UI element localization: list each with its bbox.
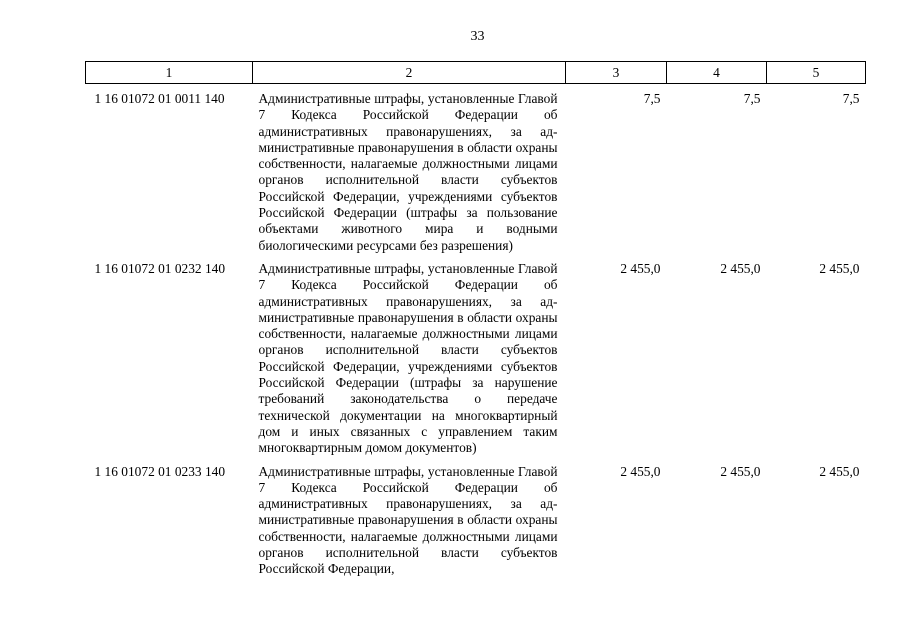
row-description: Административные штрафы, установленные Главой 7 Кодекса Российской Федерации об административных правонарушениях, за административные правонарушения в области охраны собственности, налагаемые должностными лицами органов исполнительной власти субъектов Российской Федерации, xyxy=(258,463,558,577)
row-value-5: 2 455,0 xyxy=(819,260,860,276)
header-row xyxy=(86,62,866,84)
row-value-3: 7,5 xyxy=(643,91,661,106)
row-value-5: 2 455,0 xyxy=(819,463,860,479)
row-value-3: 2 455,0 xyxy=(620,260,661,276)
row-value-4: 2 455,0 xyxy=(720,463,761,479)
page-number: 33 xyxy=(470,29,485,44)
row-code: 1 16 01072 01 0232 140 xyxy=(94,260,226,276)
header-col-1: 1 xyxy=(86,62,253,84)
row-value-3: 2 455,0 xyxy=(620,463,661,479)
header-col-3: 3 xyxy=(566,62,667,84)
table-row xyxy=(86,254,866,457)
header-col-4: 4 xyxy=(667,62,767,84)
row-value-4: 2 455,0 xyxy=(720,260,761,276)
row-description: Административные штрафы, установленные Главой 7 Кодекса Российской Федерации об административных правонарушениях, за административные правонарушения в области охраны собственности, налагаемые должностными лицами органов исполнительной власти субъектов Российской Федерации, учреждениями субъектов Российской Федерации (штрафы за нарушение требований законодательства о передаче технической документации на многоквартирный дом и иных связанных с управлением таким многоквартирным домом документов) xyxy=(258,260,558,456)
table-row xyxy=(86,457,866,578)
row-code: 1 16 01072 01 0011 140 xyxy=(94,91,225,106)
header-col-5: 5 xyxy=(767,62,866,84)
row-code: 1 16 01072 01 0233 140 xyxy=(94,463,226,479)
header-col-2: 2 xyxy=(253,62,566,84)
revenue-table xyxy=(85,61,866,578)
row-value-4: 7,5 xyxy=(743,91,761,106)
row-value-5: 7,5 xyxy=(842,91,860,106)
row-description: Административные штрафы, установленные Главой 7 Кодекса Российской Федерации об административных правонарушениях, за административные правонарушения в области охраны собственности, налагаемые должностными лицами органов исполнительной власти субъектов Российской Федерации, учреждениями субъектов Российской Федерации (штрафы за пользование объектами животного мира и водными биологическими ресурсами без разрешения) xyxy=(258,91,558,253)
table-row xyxy=(86,84,866,254)
